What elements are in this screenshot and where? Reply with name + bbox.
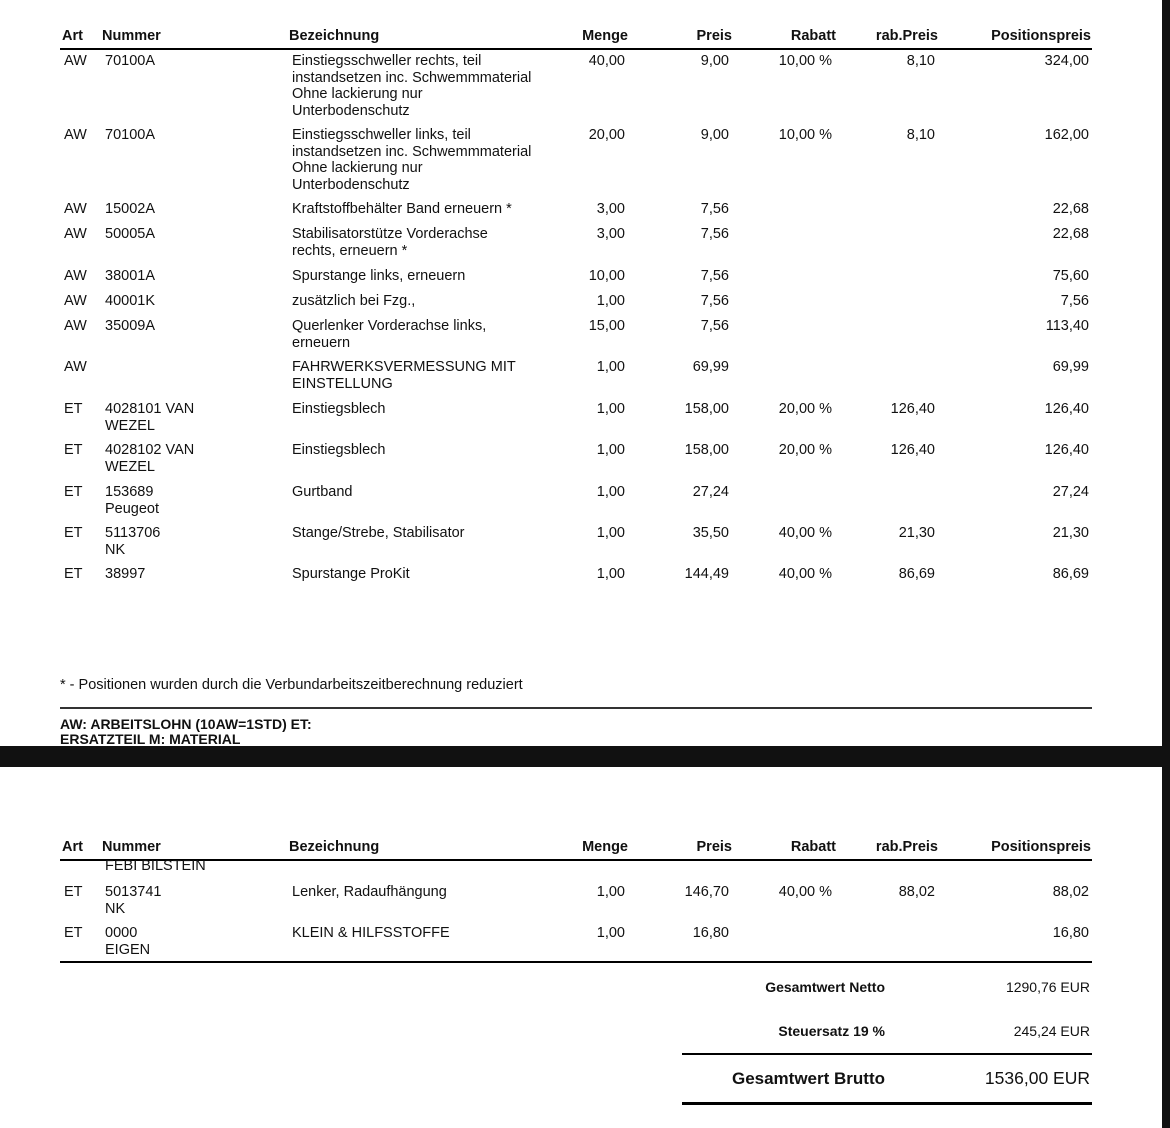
cell-positionspreis: 162,00 bbox=[1044, 127, 1089, 143]
cell-positionspreis: 21,30 bbox=[1052, 525, 1089, 541]
cell-menge: 1,00 bbox=[596, 359, 625, 375]
cell-rab-preis: 8,10 bbox=[906, 53, 935, 69]
cell-menge: 40,00 bbox=[588, 53, 625, 69]
cell-menge: 15,00 bbox=[588, 318, 625, 334]
col-rab-preis: rab.Preis bbox=[875, 839, 938, 855]
steuer-label: Steuersatz 19 % bbox=[778, 1023, 885, 1039]
cell-nummer: 40001K bbox=[105, 293, 155, 309]
col-positionspreis: Positionspreis bbox=[991, 28, 1091, 44]
netto-value: 1290,76 EUR bbox=[1005, 979, 1090, 995]
col-preis: Preis bbox=[696, 28, 732, 44]
cell-nummer: 35009A bbox=[105, 318, 155, 334]
cell-preis: 7,56 bbox=[700, 201, 729, 217]
netto-label: Gesamtwert Netto bbox=[765, 979, 885, 995]
cell-positionspreis: 22,68 bbox=[1052, 201, 1089, 217]
cell-menge: 20,00 bbox=[588, 127, 625, 143]
cell-rab-preis: 88,02 bbox=[898, 884, 935, 900]
col-rabatt: Rabatt bbox=[790, 839, 836, 855]
cell-positionspreis: 126,40 bbox=[1044, 442, 1089, 458]
cell-menge: 10,00 bbox=[588, 268, 625, 284]
table-header bbox=[60, 28, 1092, 50]
col-rab-preis: rab.Preis bbox=[875, 28, 938, 44]
col-positionspreis: Positionspreis bbox=[991, 839, 1091, 855]
cell-menge: 1,00 bbox=[596, 884, 625, 900]
cell-bezeichnung: KLEIN & HILFSSTOFFE bbox=[292, 925, 450, 941]
col-menge: Menge bbox=[582, 28, 628, 44]
cell-menge: 1,00 bbox=[596, 525, 625, 541]
cell-art: AW bbox=[64, 226, 87, 242]
cell-bezeichnung: Querlenker Vorderachse links, erneuern bbox=[292, 318, 487, 351]
cell-menge: 1,00 bbox=[596, 484, 625, 500]
cell-bezeichnung: Stange/Strebe, Stabilisator bbox=[292, 525, 465, 541]
cell-nummer: 70100A bbox=[105, 127, 155, 143]
cell-nummer: 38997 bbox=[105, 566, 146, 582]
cell-positionspreis: 126,40 bbox=[1044, 401, 1089, 417]
cell-positionspreis: 69,99 bbox=[1052, 359, 1089, 375]
cell-bezeichnung: Kraftstoffbehälter Band erneuern * bbox=[292, 201, 512, 217]
right-edge-bar bbox=[1162, 0, 1170, 1128]
cell-art: AW bbox=[64, 53, 87, 69]
cell-rab-preis: 8,10 bbox=[906, 127, 935, 143]
cell-nummer: 5013741 NK bbox=[105, 884, 162, 917]
separator-line bbox=[60, 707, 1092, 709]
cell-nummer: 38001A bbox=[105, 268, 155, 284]
cell-nummer: 0000 EIGEN bbox=[105, 925, 151, 958]
col-art: Art bbox=[62, 28, 83, 44]
col-menge: Menge bbox=[582, 839, 628, 855]
cell-positionspreis: 113,40 bbox=[1045, 318, 1089, 334]
cell-art: AW bbox=[64, 127, 87, 143]
cell-preis: 158,00 bbox=[684, 442, 729, 458]
cell-positionspreis: 324,00 bbox=[1044, 53, 1089, 69]
cell-art: ET bbox=[64, 566, 83, 582]
cell-rab-preis: 126,40 bbox=[890, 442, 935, 458]
cell-preis: 146,70 bbox=[684, 884, 729, 900]
totals-top-line bbox=[682, 1053, 1092, 1055]
cell-rabatt: 20,00 % bbox=[778, 401, 832, 417]
col-nummer: Nummer bbox=[102, 28, 161, 44]
cell-positionspreis: 75,60 bbox=[1052, 268, 1089, 284]
cell-nummer: 50005A bbox=[105, 226, 155, 242]
cell-art: AW bbox=[64, 293, 87, 309]
cell-menge: 1,00 bbox=[596, 442, 625, 458]
col-preis: Preis bbox=[696, 839, 732, 855]
cell-positionspreis: 22,68 bbox=[1052, 226, 1089, 242]
cell-rab-preis: 86,69 bbox=[898, 566, 935, 582]
cell-art: ET bbox=[64, 884, 83, 900]
cell-menge: 3,00 bbox=[596, 201, 625, 217]
col-rabatt: Rabatt bbox=[790, 28, 836, 44]
cell-art: AW bbox=[64, 318, 87, 334]
totals-bottom-line bbox=[682, 1102, 1092, 1105]
cell-preis: 7,56 bbox=[700, 268, 729, 284]
cell-menge: 3,00 bbox=[596, 226, 625, 242]
cell-bezeichnung: FAHRWERKSVERMESSUNG MIT EINSTELLUNG bbox=[292, 359, 516, 392]
cell-rab-preis: 21,30 bbox=[898, 525, 935, 541]
cell-preis: 144,49 bbox=[684, 566, 729, 582]
cell-art: ET bbox=[64, 484, 83, 500]
cell-preis: 69,99 bbox=[692, 359, 729, 375]
cell-nummer: 4028101 VAN WEZEL bbox=[105, 401, 195, 434]
cell-preis: 158,00 bbox=[684, 401, 729, 417]
cell-art: AW bbox=[64, 201, 87, 217]
cell-art: ET bbox=[64, 925, 83, 941]
cell-preis: 27,24 bbox=[692, 484, 729, 500]
col-bezeichnung: Bezeichnung bbox=[289, 839, 380, 855]
table-header-page-2 bbox=[60, 839, 1092, 861]
cell-art: ET bbox=[64, 442, 83, 458]
cell-menge: 1,00 bbox=[596, 401, 625, 417]
cell-rabatt: 40,00 % bbox=[778, 566, 832, 582]
cell-bezeichnung: Lenker, Radaufhängung bbox=[292, 884, 447, 900]
cell-preis: 9,00 bbox=[700, 127, 729, 143]
cell-rab-preis: 126,40 bbox=[890, 401, 935, 417]
cell-nummer: 4028102 VAN WEZEL bbox=[105, 442, 195, 475]
continuation-label: FEBI BILSTEIN bbox=[105, 858, 206, 874]
cell-preis: 7,56 bbox=[700, 318, 729, 334]
cell-bezeichnung: Einstiegsblech bbox=[292, 401, 386, 417]
cell-nummer: 5113706 NK bbox=[105, 525, 161, 558]
cell-preis: 7,56 bbox=[700, 226, 729, 242]
cell-rabatt: 10,00 % bbox=[778, 127, 832, 143]
steuer-value: 245,24 EUR bbox=[1013, 1023, 1090, 1039]
cell-art: ET bbox=[64, 401, 83, 417]
cell-bezeichnung: Stabilisatorstütze Vorderachse rechts, erneuern * bbox=[292, 226, 488, 259]
page-break-bar bbox=[0, 746, 1170, 767]
footnote: * - Positionen wurden durch die Verbundarbeitszeitberechnung reduziert bbox=[60, 677, 523, 693]
cell-positionspreis: 7,56 bbox=[1060, 293, 1089, 309]
cell-rabatt: 20,00 % bbox=[778, 442, 832, 458]
cell-bezeichnung: Einstiegsschweller links, teil instandsetzen inc. Schwemmmaterial Ohne lackierung nur Unterbodenschutz bbox=[292, 127, 532, 193]
cell-nummer: 153689 Peugeot bbox=[105, 484, 160, 517]
cell-nummer: 15002A bbox=[105, 201, 155, 217]
cell-positionspreis: 27,24 bbox=[1052, 484, 1089, 500]
cell-menge: 1,00 bbox=[596, 566, 625, 582]
cell-bezeichnung: Einstiegsblech bbox=[292, 442, 386, 458]
cell-positionspreis: 16,80 bbox=[1052, 925, 1089, 941]
cell-rabatt: 40,00 % bbox=[778, 884, 832, 900]
brutto-value: 1536,00 EUR bbox=[984, 1068, 1090, 1088]
cell-bezeichnung: Gurtband bbox=[292, 484, 353, 500]
cell-menge: 1,00 bbox=[596, 293, 625, 309]
cell-preis: 9,00 bbox=[700, 53, 729, 69]
legend-text: AW: ARBEITSLOHN (10AW=1STD) ET: ERSATZTEIL M: MATERIAL bbox=[60, 716, 312, 747]
cell-positionspreis: 86,69 bbox=[1052, 566, 1089, 582]
cell-rabatt: 40,00 % bbox=[778, 525, 832, 541]
col-bezeichnung: Bezeichnung bbox=[289, 28, 380, 44]
cell-menge: 1,00 bbox=[596, 925, 625, 941]
col-nummer: Nummer bbox=[102, 839, 161, 855]
brutto-label: Gesamtwert Brutto bbox=[731, 1069, 885, 1088]
cell-art: AW bbox=[64, 268, 87, 284]
cell-preis: 16,80 bbox=[692, 925, 729, 941]
cell-bezeichnung: zusätzlich bei Fzg., bbox=[292, 293, 416, 309]
cell-art: ET bbox=[64, 525, 83, 541]
cell-nummer: 70100A bbox=[105, 53, 155, 69]
cell-preis: 35,50 bbox=[692, 525, 729, 541]
col-art: Art bbox=[62, 839, 83, 855]
cell-preis: 7,56 bbox=[700, 293, 729, 309]
cell-bezeichnung: Spurstange links, erneuern bbox=[292, 268, 466, 284]
cell-positionspreis: 88,02 bbox=[1052, 884, 1089, 900]
cell-bezeichnung: Spurstange ProKit bbox=[292, 566, 410, 582]
cell-bezeichnung: Einstiegsschweller rechts, teil instandsetzen inc. Schwemmmaterial Ohne lackierung nur Unterbodenschutz bbox=[292, 53, 532, 119]
cell-rabatt: 10,00 % bbox=[778, 53, 832, 69]
cell-art: AW bbox=[64, 359, 87, 375]
table-end-line bbox=[60, 961, 1092, 963]
